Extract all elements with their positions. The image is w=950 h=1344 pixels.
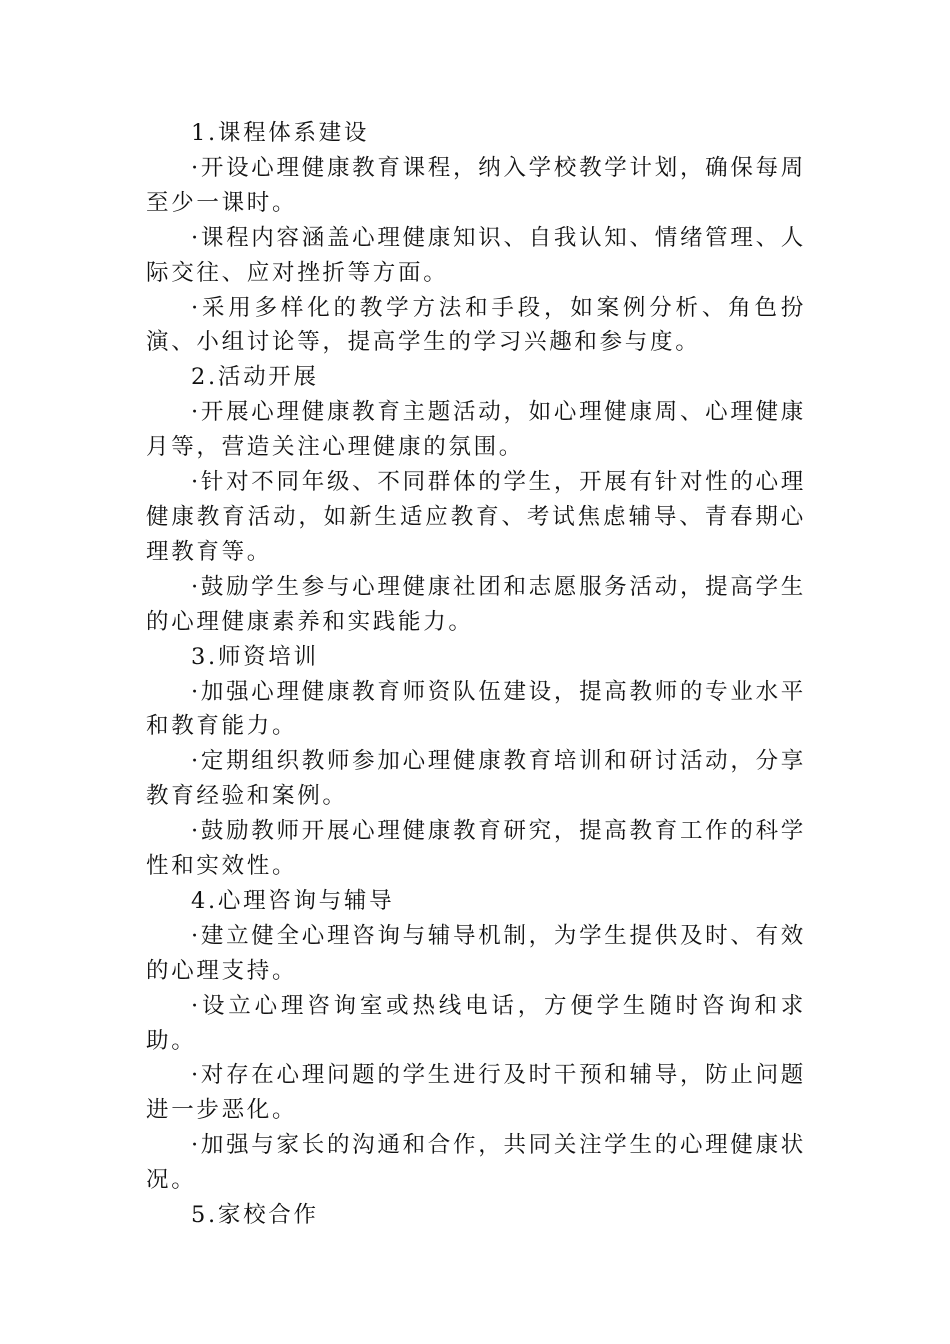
section-heading-3: 3.师资培训 [191, 643, 319, 670]
section-1-item-3: ·采用多样化的教学方法和手段，如案例分析、角色扮演、小组讨论等，提高学生的学习兴趣和参与度。 [146, 294, 806, 356]
document-page [146, 116, 806, 1233]
section-4-item-4: ·加强与家长的沟通和合作，共同关注学生的心理健康状况。 [146, 1132, 806, 1194]
section-3-item-2: ·定期组织教师参加心理健康教育培训和研讨活动，分享教育经验和案例。 [146, 748, 806, 810]
section-3-item-3: ·鼓励教师开展心理健康教育研究，提高教育工作的科学性和实效性。 [146, 818, 806, 880]
section-4-item-1: ·建立健全心理咨询与辅导机制，为学生提供及时、有效的心理支持。 [146, 922, 806, 984]
section-1-item-2: ·课程内容涵盖心理健康知识、自我认知、情绪管理、人际交往、应对挫折等方面。 [146, 224, 806, 286]
section-heading-1: 1.课程体系建设 [191, 120, 370, 146]
section-1-item-1: ·开设心理健康教育课程，纳入学校教学计划，确保每周至少一课时。 [146, 154, 806, 216]
section-4-item-3: ·对存在心理问题的学生进行及时干预和辅导，防止问题进一步恶化。 [146, 1062, 806, 1124]
section-2-item-2: ·针对不同年级、不同群体的学生，开展有针对性的心理健康教育活动，如新生适应教育、考试焦虑辅导、青春期心理教育等。 [146, 469, 806, 565]
section-3-item-1: ·加强心理健康教育师资队伍建设，提高教师的专业水平和教育能力。 [146, 678, 806, 740]
section-4-item-2: ·设立心理咨询室或热线电话，方便学生随时咨询和求助。 [146, 992, 806, 1054]
section-2-item-1: ·开展心理健康教育主题活动，如心理健康周、心理健康月等，营造关注心理健康的氛围。 [146, 399, 806, 461]
section-heading-2: 2.活动开展 [191, 364, 319, 391]
section-heading-4: 4.心理咨询与辅导 [191, 887, 395, 914]
section-heading-5: 5.家校合作 [191, 1202, 319, 1229]
section-2-item-3: ·鼓励学生参与心理健康社团和志愿服务活动，提高学生的心理健康素养和实践能力。 [146, 573, 806, 635]
